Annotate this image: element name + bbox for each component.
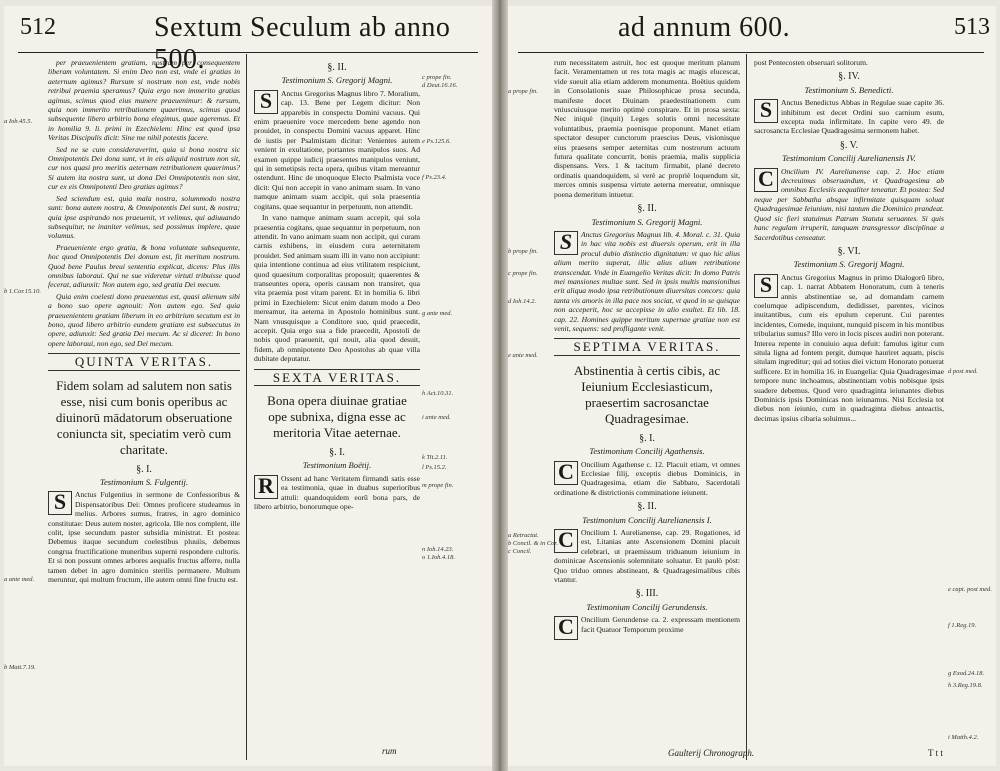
drop-cap: R <box>254 475 278 499</box>
paragraph: Praeueniente ergo gratia, & bona voluntate subsequente, hoc quod Omnipotentis Dei donum est, fit meritum nostrum. Quod bene Paulus breui sententia explicat, dicens: Plus illis omnibus laboraui. Qui ne sue videretur virtuti tribuisse quod fecerat, adiunxit: Non autem ego, sed gratia Dei mecum. <box>48 242 240 290</box>
paragraph: post Pentecosten obseruari solitorum. <box>754 58 868 67</box>
margin-note: b 1.Cor.15.10. <box>4 288 42 295</box>
section-number: §. V. <box>839 139 859 151</box>
catchword: rum <box>382 746 397 756</box>
margin-note: a ante med. <box>4 576 35 583</box>
margin-note: m prope fin. <box>422 482 454 489</box>
section-number: §. I. <box>329 447 345 458</box>
margin-note: c prope fin. <box>508 270 538 277</box>
veritas-statement: Bona opera diuinae gratiae ope subnixa, digna esse ac meritoria Vitae aeternae. <box>267 393 407 440</box>
margin-note: c Concil. <box>508 548 532 555</box>
margin-note: i Matth.4.2. <box>948 734 979 741</box>
gathering-signature: T t t <box>928 748 943 758</box>
septima-veritas-box <box>554 338 740 355</box>
book-gutter <box>492 0 508 771</box>
margin-notes-right <box>948 66 994 766</box>
drop-cap: C <box>554 461 578 485</box>
section-number: §. I. <box>136 463 152 475</box>
left-page <box>4 6 492 766</box>
drop-cap: S <box>554 231 578 255</box>
testimonium-text: Oncilium I. Aurelianense, cap. 29. Rogationes, id est, Litanias ante Ascensionem Domini placuit celebrari, ut praemissum triduanum ieiunium in dominicae Ascensionis solemnitate soluatur. Et paulò pòst: Quo triduo omnes abstineant, & Quadragesimalibus cibis vtantur. <box>554 528 740 585</box>
running-title: ad annum 600. <box>618 12 791 43</box>
margin-note: h 3.Reg.19.8. <box>948 682 983 689</box>
margin-note: c prope fin. <box>422 74 452 81</box>
margin-note: n Ioh.14.23. <box>422 546 454 553</box>
testimonium-heading: Testimonium S. Benedicti. <box>804 84 894 95</box>
column-divider <box>246 54 247 760</box>
margin-note: i ante med. <box>422 414 451 421</box>
margin-note: e ante med. <box>508 352 538 359</box>
page-number: 513 <box>954 14 990 40</box>
section-number: §. II. <box>327 62 347 73</box>
running-title: Sextum Seculum ab anno 500. <box>154 12 451 75</box>
margin-note: a Retractat. <box>508 532 539 539</box>
veritas-statement: Fidem solam ad salutem non satis esse, nisi cum bonis operibus ac diuinorū mādatorum obseruatione coniuncta sit, speciatim verò cum charitate. <box>55 377 233 457</box>
testimonium-text: Anctus Benedictus Abbas in Regulae suae capite 36. inhibitum est decet Ordini suo carnium esum, excepta nuda infirmitate. In capite vero 49. de sacrosancta Ecclesiae Quadragesima sermonem habet. <box>754 98 944 136</box>
section-number: §. II. <box>637 501 657 513</box>
footer-signature: Gaulterij Chronograph. <box>668 748 755 758</box>
margin-note: b Matt.7.19. <box>4 664 36 671</box>
testimonium-text: Anctus Gregorius Magnus libro 7. Moralium, cap. 13. Bene per Legem dicitur: Non apparebis in conspectu Domini vacuus. Qui enim praeuenire voce mercedem bene agendo non prouidet, in conspectu Domini vacuus apparet. Hinc de iustis per Psalmistam dicitur: Venientes autem venient in exultatione, portantes manipulos suos. Ad examen quippe iudicij praesentes manipulos veniunt, qui in semetipsis recta opera, quibus vitam mereantur ostendunt. Hinc de unoquoque Electo Psalmista voce dicit: Qui non accepit in vano animam suam. In vano namque animam suam accipit, qui sola praesentia cogitans, quae sequantur in perpetuum, non attendit. <box>254 88 420 211</box>
paragraph: rum necessitatem astruit, hoc est quoque meritum planum facit. Veramentamen ut res tota magis ac magis elucescat, vide sueuit alia etiam adderem monumenta. Boëtius quidem in Consolationis suae Philosophicae prosa secunda, manifeste docet Diuinam praedestinationem cum vniuscuiusque merito optimè conspirare. Et in prosa sexta: Nec iniquè (inquit) Leges solutis omni necessitate voluntatibus, praemia poenisque proponunt. Manet etiam spectator desuper cunctorum praescius Deus, visionisque eius praesens semper aeternitas cum nostrorum actuum futura qualitate concurrit, bonis praemia, malis supplicia dispensans. Vers. 1 & tacitum firmabit, plané decreto ordinatis quandoquidem, si verè ac propriè loquendum sit, merces omnis suspensa virtute aeterna mereatur, omnisque poena demeritum intuetur. <box>554 58 740 199</box>
veritas-statement: Abstinentia à certis cibis, ac Ieiunium Ecclesiasticum, praesertim sacrosanctae Quadragesimae. <box>573 362 721 426</box>
margin-note: l Ps.15.2. <box>422 464 447 471</box>
testimonium-text: Oncilium Agathense c. 12. Placuit etiam, vt omnes Ecclesiae filij, exceptis diebus Dominicis, in Quadragesima, etiam die Sabbato, Sacerdotali ordinatione & districtionis comminatione ieiunent. <box>554 459 740 497</box>
column-divider <box>746 54 747 760</box>
veritas-title: SEPTIMA VERITAS. <box>573 339 721 355</box>
left-column-1 <box>48 58 240 758</box>
drop-cap: S <box>48 491 72 515</box>
margin-note: e capt. post med. <box>948 586 992 593</box>
margin-note: b Concil. & in Cor. <box>508 540 558 547</box>
testimonium-text: Oncilium Gerundense ca. 2. expressam mentionem facit Quatuor Temporum proxime <box>581 615 740 634</box>
right-page <box>508 6 996 766</box>
paragraph: per praeuenientem gratiam, nostram per consequentem liberam voluntatem. Si enim Deo non est, vnde ei gratias in aeternum agimus? Rursum si nostrum non est, vnde nobis retribui praemia speramus? Quia ergo non immerito gratias agimus, scimus quod eius munere praeuenimur: & rursum, quia non immerito retributionem quaerimus, scimus quod subsequente libero arbitrio bona elegimus, quae ageremus. Et in homilia 9. li. primi in Ezechielem: Hinc est quod ipsa Veritas Discipulis dicit: Sine me nihil potestis facere. <box>48 58 240 143</box>
header-rule <box>518 52 984 53</box>
testimonium-heading: Testimonium Concilij Agathensis. <box>589 446 705 457</box>
testimonium-heading: Testimonium S. Gregorij Magni. <box>591 216 703 227</box>
margin-note: a Iob.45.5. <box>4 118 33 125</box>
drop-cap: C <box>554 616 578 640</box>
section-number: §. II. <box>637 203 657 215</box>
page-number: 512 <box>20 14 56 40</box>
testimonium-heading: Testimonium S. Gregorij Magni. <box>281 75 393 86</box>
testimonium-heading: Testimonium Concilij Gerundensis. <box>586 601 708 612</box>
drop-cap: S <box>254 90 278 114</box>
margin-notes <box>508 66 558 766</box>
testimonium-text: Anctus Gregorius Magnus in primo Dialogorū libro, cap. 1. narrat Abbatem Honoratum, cum à teneris annis abstinentiae se, ad domandam carnem coelumque adipiscendum, dedidisset, parentes, vicinos inuitantibus, cum eis epulum ceperunt. Cui parentes incidentes, Comede, inquiunt, nunquid piscem in his montibus tribularius sumus? Illo vero in locis pisces audiri non poterant. Interea repente in conuiuio aqua defuit: famulus igitur cum situla ligna ad fontem pergit, dumque hauriret aquam, piscis situlam ingreditur; qui ad totius diei victum Honorato potuerat sufficere. Et in homilia 16. in Euangelia: Quia Quadragesimae tempore nunc inchoamus, abstinentiam vobis nobisque ipsis suadere debemus. Quod vero quadraginta ieiunantes diebus Dominicis ipsis Dominicas non ieiunamus. Nisi Ecclesia tot diebus non ieiunio, cum in quadraginta diebus anteactis, decimas ipsius cibaria soluimus... <box>754 272 944 423</box>
margin-note: d post med. <box>948 368 978 375</box>
margin-note: k Tit.2.11. <box>422 454 448 461</box>
drop-cap: C <box>554 529 578 553</box>
testimonium-text: Ossent ad hanc Veritatem firmandi satis esse ea testimonia, quae in duabus superioribus attuli: quandoquidem eorū bona pars, de libero arbitrio, bonorumque ope- <box>254 473 420 512</box>
margin-note: f Ps.23.4. <box>422 174 447 181</box>
testimonium-text: Anctus Fulgentius in sermone de Confessoribus & Dispensatoribus Dei: Omnes proficere studeamus in melius. Arbores sumus, fratres, in agro dominico constitutae: Deus autem noster, agricola. Ille nos complent, ille colit, ipse secundum pastor subsidia ministrat. Et postea: Debemus itaque secundum coelestibus pluuiis, debemus congrua fructificatione muneribus superni respondere cultoris. Et si non possunt omnes arbores aequalis fructus afferre, nulla tamen debet in agro dominico sterilis permanere. Multum meruntur, qui multum fructum, ille autem omni fine fructu est. <box>48 490 240 585</box>
paragraph: Quia enim coelesti dono praeuentus est, quasi alienum sibi a bono suo opere agnouit: Non autem ego. Sed quia praeuenientem gratiam liberum in eo arbitrium secutum est in bono, quod libero arbitrio eundem gratiam est subsecutus in opere, adiunxit: Sed gratia Dei mecum. Ac si diceret: In bono opere laboraui, non ego, sed Dei mecum. <box>48 291 240 348</box>
right-column-2 <box>754 58 944 748</box>
testimonium-text: Oncilium IV. Aurelianense cap. 2. Hoc etiam decreuimus obseruandum, vt Quadragesima ab omnibus Ecclesiis aequaliter teneatur. Et postea: Sed neque per Sabbatha absque infirmitate quisquam soluat Quadragesimae Ieiunium, nisi tantum die Dominico prandeat. Quod sic fieri statuimus Patrum Statuta seruantes. Si quis hanc regulam irruperit, tanquam transgressor disciplinae a Sacerdotibus censeatur. <box>754 166 944 242</box>
testimonium-heading: Testimonium Concilij Aurelianensis IV. <box>782 153 916 164</box>
margin-note: d Ioh.14.2. <box>508 298 537 305</box>
paragraph: Sed ne se cum consideraverint, quia si bona nostra sic Omnipotentis Dei dona sunt, vt in eis aliquid nostrum non sit, cur nos quasi pro meritis aeternam retributionem quaerimus? Si autem ita nostra sunt, ut dona Dei Omnipotentis non sint, cur ex eis Omnipotenti Deo gratias agimus? <box>48 144 240 192</box>
drop-cap: S <box>754 99 778 123</box>
testimonium-heading: Testimonium Concilij Aurelianensis I. <box>582 514 712 525</box>
veritas-title: QUINTA VERITAS. <box>74 354 214 370</box>
margin-note: a prope fin. <box>508 88 538 95</box>
margin-note: o 1.Ioh.4.18. <box>422 554 456 561</box>
right-column-1 <box>554 58 740 748</box>
drop-cap: S <box>754 274 778 298</box>
testimonium-heading: Testimonium S. Fulgentij. <box>99 477 188 487</box>
margin-note: h Act.10.31. <box>422 390 454 397</box>
margin-note: e Ps.125.6. <box>422 138 451 145</box>
margin-note: g Exod.24.18. <box>948 670 985 677</box>
margin-note: b prope fin. <box>508 248 538 255</box>
margin-notes <box>4 66 44 766</box>
veritas-title: SEXTA VERITAS. <box>272 369 402 385</box>
section-number: §. I. <box>639 432 655 444</box>
margin-note: g ante med. <box>422 310 453 317</box>
margin-note: f 1.Reg.19. <box>948 622 977 629</box>
sexta-veritas-box <box>254 369 420 386</box>
section-number: §. III. <box>635 588 659 600</box>
section-number: §. VI. <box>837 245 861 257</box>
testimonium-text: Anctus Gregorius Magnus lib. 4. Moral. c. 31. Quia in hac vita nobis est diuersis operum, erit in illa procul dubio distinctio dignitatum: vt quo hic alius alium merito superat, illic alius alium retributione transcendat. Vnde in Euangelio Veritas dicit: In domo Patris mei mansiones multae sunt. Sed in ipsis multis mansionibus erit aliqua modo ipsa retributionum diuersitas concors: quia tanta vis amoris in illa pace nos sociat, vt quod in se quisque non acceperit, hoc se accepisse in alio exultet. Et lib. 18. cap. 22. Homines quippe meritum supernae gratiae non est venit, sequens: sed profligante venit. <box>554 229 740 333</box>
section-number: §. IV. <box>838 71 860 83</box>
header-rule <box>18 52 478 53</box>
testimonium-heading: Testimonium S. Gregorij Magni. <box>793 259 905 270</box>
left-column-2 <box>254 58 420 758</box>
drop-cap: C <box>754 168 778 192</box>
paragraph: In vano namque animam suam accepit, qui sola praesentia cogitans, quae sequantur in perpetuum, non attendit. In vano animam suam non accipit, qui curam carnis exhibens, in eiusdem cura aeternitatem prouidet. Sed animam suam illi in vano non accipiunt: quia intentione continua ad eius vtilitatem respiciunt, quod quaesitum corporalitas proposuit; quaerentes & transeuntes opera, operis causam non transiret, qua vita praemia post vitam parent. Et in homilia 6. libri primi in Ezechielem: Sicut enim datum modo a Deo mereamur, ita aeterna in Apostolo hominibus sunt. Nam vnusquisque a Conditore suo, quid praecedit, accepit. Quia ergo sua a fide praecedit, Apostoli de nobis quod praeuenit, qui nouit, alia quod desuit, fidem, ab omnipotente Deo Apostolus ab quae villa dubitate deputatur. <box>254 213 420 364</box>
testimonium-heading: Testimonium Boëtij. <box>302 460 372 471</box>
margin-note: d Deut.16.16. <box>422 82 458 89</box>
margin-notes-right <box>422 66 490 766</box>
paragraph: Sed sciendum est, quia mala nostra, solummodo nostra sunt: bona autem nostra, & Omnipotentis Dei sunt, & nostra; quia ipse aspirando nos praeuenit, vt velimus, qui adiuuando subsequitur, ne inaniter velimus, sed possimus implere, quae volumus. <box>48 193 240 241</box>
quinta-veritas-box <box>48 353 240 370</box>
